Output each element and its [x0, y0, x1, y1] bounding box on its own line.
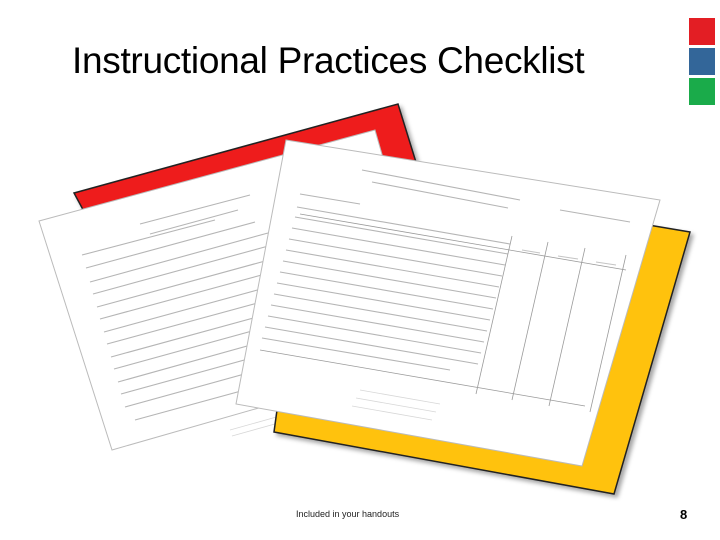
page-number: 8 [680, 507, 688, 522]
slide-title: Instructional Practices Checklist [72, 40, 585, 81]
footer-note: Included in your handouts [296, 509, 400, 519]
